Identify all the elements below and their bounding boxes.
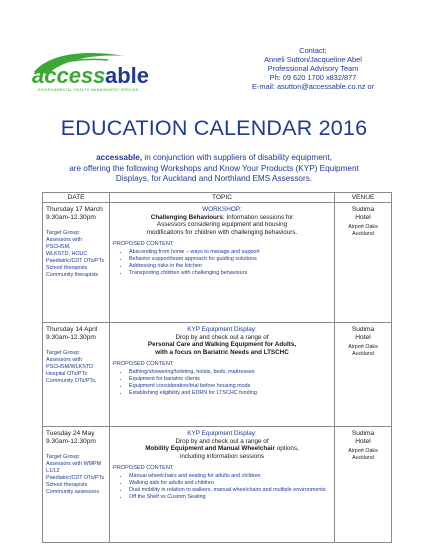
topic-line: modifications for children with challenging behaviours. [146, 228, 298, 236]
list-item: • Equipment for bariatric clients [129, 376, 331, 383]
subtitle-line2: are offering the following Workshops and Know Your Products (KYP) Equipment [69, 163, 359, 173]
topic-line: Assessors considering equipment and housing [156, 221, 288, 229]
target-group-item: Paediatric/CDT OTs/PTs [46, 258, 105, 264]
event-time: 9.30am-12.30pm [46, 214, 96, 221]
venue-location: Auckland [352, 454, 374, 461]
topic-title: KYP Equipment Display: [187, 430, 257, 437]
subtitle-brand: accessable, [96, 153, 143, 162]
topic-line: Personal Care and Walking Equipment for Adults, [147, 341, 297, 349]
table-row [43, 203, 392, 323]
topic-line: Mobility Equipment and Manual Wheelchair options, [145, 445, 299, 453]
list-item: • Absconding from home – ways to manage and support [129, 249, 331, 256]
target-group-item: Assessors with PSCHSM, [46, 237, 82, 250]
list-item: • Behavior support/team approach for guiding solutions [129, 256, 331, 263]
subtitle-line1: in conjunction with suppliers of disability equipment, [142, 153, 332, 162]
venue-location: Auckland [352, 350, 374, 357]
table-header-row [43, 193, 392, 203]
venue-cell [335, 203, 392, 323]
venue-cell [335, 427, 392, 543]
contact-email[interactable]: E-mail: asutton@accessable.co.nz or [251, 82, 375, 91]
proposed-content-heading: PROPOSED CONTENT [113, 361, 174, 368]
topic-line: Drop by and check out a range of [175, 437, 269, 445]
date-cell [43, 323, 110, 427]
logo-tagline: ENVIRONMENTAL HEALTH MANAGEMENT SERVICE [38, 88, 139, 92]
target-group-item: Community assessors [46, 489, 100, 495]
table-row [43, 427, 392, 543]
target-group-item: PSCHSM/WLKSTD [46, 364, 94, 370]
contact-line: Contact; [299, 46, 327, 55]
venue-name: Hotel [355, 438, 371, 445]
subtitle-line3: Displays, for Auckland and Northland EMS Assessors. [115, 174, 313, 183]
target-group-item: WLKSTD, HOUC [46, 251, 88, 257]
topic-line: including information sessions [179, 452, 264, 460]
venue-name: Sudima [351, 430, 375, 437]
topic-cell [110, 203, 335, 323]
subtitle [24, 153, 404, 185]
topic-title: WORKSHOP: [202, 206, 242, 213]
target-group-heading: Target Group: [46, 230, 81, 236]
topic-line: Drop by and check out a range of [175, 333, 269, 341]
target-group-item: Community therapists [46, 272, 99, 278]
list-item: • Establishing eligibility and EDRN for LTSCHC funding [129, 390, 331, 397]
event-time: 9.30am-12.30pm [46, 334, 96, 341]
target-group-item: Paediatric/CDT OTs/PTs [46, 475, 105, 481]
proposed-content-list [113, 369, 331, 397]
topic-line: Challenging Behaviours: Information sessions for [150, 213, 294, 221]
venue-name: Sudima [351, 206, 375, 213]
target-group-item: School therapists [46, 265, 88, 271]
list-item: • Off the Shelf vs Custom Seating [129, 494, 331, 501]
table-row [43, 323, 392, 427]
event-day: Thursday 17 March [46, 206, 103, 213]
topic-line: with a focus on Bariatric Needs and LTSCHC [155, 348, 289, 356]
logo-brand-right: able [105, 63, 150, 88]
list-item: • Addressing risks in the kitchen [129, 263, 331, 270]
page-title: EDUCATION CALENDAR 2016 [60, 116, 368, 140]
topic-cell [110, 323, 335, 427]
logo-brand-left: access [32, 63, 106, 88]
logo-swoosh-icon [30, 50, 170, 96]
list-item: • Equipment consideration/trial before housing mods [129, 383, 331, 390]
list-item: • Walking aids for adults and children [129, 480, 331, 487]
proposed-content-list [113, 249, 331, 277]
target-group-item: Community OTs/PTs, [46, 378, 97, 384]
proposed-content-heading: PROPOSED CONTENT [113, 241, 174, 248]
proposed-content-list [113, 473, 331, 501]
venue-location: Auckland [352, 230, 374, 237]
list-item: • Manual wheelchairs and seating for adults and children [129, 473, 331, 480]
calendar-table [42, 192, 392, 543]
topic-cell [110, 427, 335, 543]
target-group-item: L1/L2 [46, 468, 60, 474]
event-time: 9.30am-12.30pm [46, 438, 96, 445]
header-date: DATE [43, 193, 110, 203]
target-group-item: School therapists [46, 482, 88, 488]
venue-cell [335, 323, 392, 427]
topic-title: KYP Equipment Display: [187, 326, 257, 333]
venue-location: Airport Oaks [348, 344, 378, 350]
venue-name: Hotel [355, 334, 371, 341]
target-group-item: Hospital OTs/PTs [46, 371, 88, 377]
venue-name: Hotel [355, 214, 371, 221]
list-item: • Transporting children with challenging behaviours [129, 270, 331, 277]
proposed-content-heading: PROPOSED CONTENT [113, 465, 174, 472]
contact-line: Anneli Sutton/Jacqueline Abel [264, 55, 362, 64]
list-item: • Bathing/showering/toileting, hoists, beds, mattresses [129, 369, 331, 376]
date-cell [43, 427, 110, 543]
target-group-item: Assessors with [46, 357, 82, 363]
venue-location: Airport Oaks [348, 224, 378, 230]
target-group-heading: Target Group: [46, 350, 81, 356]
event-day: Thursday 14 April [46, 326, 98, 333]
header-topic: TOPIC [110, 193, 335, 203]
target-group-item: Assessors with WMPM [46, 461, 102, 467]
venue-name: Sudima [351, 326, 375, 333]
contact-block [218, 46, 408, 91]
contact-line: Ph: 09 620 1700 x832/877 [269, 73, 357, 82]
venue-location: Airport Oaks [348, 448, 378, 454]
target-group-heading: Target Group: [46, 454, 81, 460]
list-item: • Dual mobility in relation to walkers, manual wheelchairs and multiple environments [129, 487, 331, 494]
date-cell [43, 203, 110, 323]
event-day: Tuesday 24 May [46, 430, 95, 437]
accessable-logo [30, 50, 170, 96]
header-venue: VENUE [335, 193, 392, 203]
contact-line: Professional Advisory Team [267, 64, 359, 73]
